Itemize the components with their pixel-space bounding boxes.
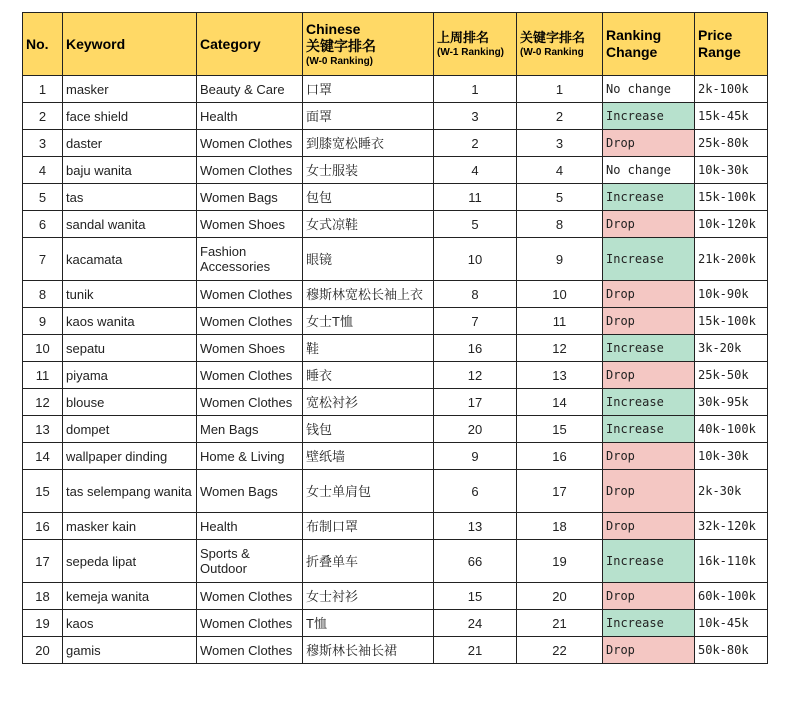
table-row [23, 335, 768, 362]
row-price-range: 15k-100k [695, 308, 768, 335]
row-no: 5 [23, 184, 63, 211]
row-no: 7 [23, 238, 63, 281]
row-curr-rank: 9 [517, 238, 603, 281]
row-chinese: 眼镜 [303, 238, 434, 281]
table-row [23, 540, 768, 583]
row-price-range: 2k-100k [695, 76, 768, 103]
row-price-range: 3k-20k [695, 335, 768, 362]
row-category: Women Clothes [197, 637, 303, 664]
row-no: 11 [23, 362, 63, 389]
row-no: 17 [23, 540, 63, 583]
row-curr-rank: 2 [517, 103, 603, 130]
row-chinese: 到膝宽松睡衣 [303, 130, 434, 157]
row-category: Women Bags [197, 184, 303, 211]
row-price-range: 16k-110k [695, 540, 768, 583]
row-category: Fashion Accessories [197, 238, 303, 281]
row-curr-rank: 3 [517, 130, 603, 157]
row-price-range: 32k-120k [695, 513, 768, 540]
row-chinese: 面罩 [303, 103, 434, 130]
row-ranking-change: Drop [603, 281, 695, 308]
header-price-range-2: Range [698, 44, 741, 60]
header-curr-rank [517, 13, 603, 76]
row-keyword: face shield [63, 103, 197, 130]
row-category: Beauty & Care [197, 76, 303, 103]
row-chinese: 鞋 [303, 335, 434, 362]
header-curr-rank-zh: 关键字排名 [520, 30, 586, 45]
row-prev-rank: 4 [434, 157, 517, 184]
row-keyword: kemeja wanita [63, 583, 197, 610]
row-no: 3 [23, 130, 63, 157]
header-prev-rank-sub: (W-1 Ranking) [437, 47, 505, 58]
row-prev-rank: 15 [434, 583, 517, 610]
header-ranking-change-2: Change [606, 44, 658, 60]
row-chinese: 壁纸墙 [303, 443, 434, 470]
table-row [23, 583, 768, 610]
row-price-range: 50k-80k [695, 637, 768, 664]
header-ranking-change [603, 13, 695, 76]
row-no: 15 [23, 470, 63, 513]
row-prev-rank: 10 [434, 238, 517, 281]
row-prev-rank: 1 [434, 76, 517, 103]
table-row [23, 637, 768, 664]
row-curr-rank: 14 [517, 389, 603, 416]
header-row [23, 13, 768, 76]
row-curr-rank: 15 [517, 416, 603, 443]
table-row [23, 184, 768, 211]
row-chinese: 宽松衬衫 [303, 389, 434, 416]
row-chinese: 布制口罩 [303, 513, 434, 540]
row-chinese: 折叠单车 [303, 540, 434, 583]
row-chinese: 女士服装 [303, 157, 434, 184]
row-keyword: kacamata [63, 238, 197, 281]
table-row [23, 443, 768, 470]
row-category: Women Bags [197, 470, 303, 513]
table-row [23, 238, 768, 281]
row-price-range: 10k-30k [695, 157, 768, 184]
row-price-range: 10k-45k [695, 610, 768, 637]
row-no: 1 [23, 76, 63, 103]
row-chinese: 睡衣 [303, 362, 434, 389]
row-no: 14 [23, 443, 63, 470]
row-ranking-change: Drop [603, 362, 695, 389]
table-row [23, 610, 768, 637]
row-ranking-change: Drop [603, 583, 695, 610]
row-chinese: 钱包 [303, 416, 434, 443]
row-curr-rank: 1 [517, 76, 603, 103]
row-category: Women Clothes [197, 389, 303, 416]
row-price-range: 10k-120k [695, 211, 768, 238]
row-curr-rank: 19 [517, 540, 603, 583]
row-price-range: 60k-100k [695, 583, 768, 610]
row-keyword: masker kain [63, 513, 197, 540]
row-category: Home & Living [197, 443, 303, 470]
row-curr-rank: 20 [517, 583, 603, 610]
row-prev-rank: 11 [434, 184, 517, 211]
row-prev-rank: 9 [434, 443, 517, 470]
row-curr-rank: 4 [517, 157, 603, 184]
row-ranking-change: Increase [603, 238, 695, 281]
row-ranking-change: Increase [603, 416, 695, 443]
table-row [23, 211, 768, 238]
row-price-range: 25k-80k [695, 130, 768, 157]
row-curr-rank: 11 [517, 308, 603, 335]
row-price-range: 10k-30k [695, 443, 768, 470]
row-keyword: tas [63, 184, 197, 211]
row-chinese: 包包 [303, 184, 434, 211]
table-row [23, 103, 768, 130]
row-curr-rank: 10 [517, 281, 603, 308]
row-category: Women Clothes [197, 157, 303, 184]
row-ranking-change: Drop [603, 637, 695, 664]
row-ranking-change: Drop [603, 308, 695, 335]
row-curr-rank: 17 [517, 470, 603, 513]
row-prev-rank: 7 [434, 308, 517, 335]
table-body [23, 76, 768, 664]
row-no: 18 [23, 583, 63, 610]
row-category: Men Bags [197, 416, 303, 443]
row-keyword: piyama [63, 362, 197, 389]
row-prev-rank: 5 [434, 211, 517, 238]
row-keyword: tunik [63, 281, 197, 308]
row-chinese: 女士衬衫 [303, 583, 434, 610]
row-keyword: sepatu [63, 335, 197, 362]
header-keyword: Keyword [63, 13, 197, 76]
row-no: 6 [23, 211, 63, 238]
row-prev-rank: 3 [434, 103, 517, 130]
row-curr-rank: 12 [517, 335, 603, 362]
row-ranking-change: Increase [603, 540, 695, 583]
row-price-range: 10k-90k [695, 281, 768, 308]
row-price-range: 40k-100k [695, 416, 768, 443]
row-chinese: 穆斯林宽松长袖上衣 [303, 281, 434, 308]
row-ranking-change: No change [603, 157, 695, 184]
row-prev-rank: 17 [434, 389, 517, 416]
row-no: 9 [23, 308, 63, 335]
row-ranking-change: Increase [603, 103, 695, 130]
row-category: Women Clothes [197, 583, 303, 610]
header-price-range [695, 13, 768, 76]
header-ranking-change-1: Ranking [606, 27, 662, 43]
row-category: Women Clothes [197, 610, 303, 637]
row-keyword: daster [63, 130, 197, 157]
keyword-ranking-table [22, 12, 768, 664]
table-row [23, 130, 768, 157]
row-no: 20 [23, 637, 63, 664]
header-chinese-zh: 关键字排名 [306, 37, 376, 54]
header-no: No. [23, 13, 63, 76]
row-keyword: sandal wanita [63, 211, 197, 238]
row-no: 10 [23, 335, 63, 362]
row-no: 8 [23, 281, 63, 308]
row-category: Women Clothes [197, 362, 303, 389]
row-prev-rank: 13 [434, 513, 517, 540]
row-ranking-change: Drop [603, 513, 695, 540]
table-row [23, 470, 768, 513]
row-curr-rank: 18 [517, 513, 603, 540]
table-row [23, 157, 768, 184]
header-price-range-1: Price [698, 27, 733, 43]
row-category: Sports & Outdoor [197, 540, 303, 583]
row-chinese: 穆斯林长袖长裙 [303, 637, 434, 664]
row-curr-rank: 22 [517, 637, 603, 664]
row-keyword: tas selempang wanita [63, 470, 197, 513]
row-price-range: 21k-200k [695, 238, 768, 281]
table-row [23, 362, 768, 389]
row-curr-rank: 5 [517, 184, 603, 211]
row-keyword: blouse [63, 389, 197, 416]
row-prev-rank: 20 [434, 416, 517, 443]
row-category: Women Clothes [197, 281, 303, 308]
row-ranking-change: Drop [603, 443, 695, 470]
row-curr-rank: 13 [517, 362, 603, 389]
row-keyword: gamis [63, 637, 197, 664]
row-ranking-change: Drop [603, 211, 695, 238]
table-row [23, 76, 768, 103]
row-keyword: wallpaper dinding [63, 443, 197, 470]
header-category: Category [197, 13, 303, 76]
table-row [23, 389, 768, 416]
header-chinese [303, 13, 434, 76]
row-category: Women Clothes [197, 130, 303, 157]
row-chinese: 女式凉鞋 [303, 211, 434, 238]
row-prev-rank: 21 [434, 637, 517, 664]
row-chinese: T恤 [303, 610, 434, 637]
row-prev-rank: 2 [434, 130, 517, 157]
row-price-range: 2k-30k [695, 470, 768, 513]
row-no: 2 [23, 103, 63, 130]
header-prev-rank-zh: 上周排名 [437, 30, 490, 45]
header-chinese-sub: (W-0 Ranking) [306, 55, 374, 67]
row-ranking-change: Increase [603, 335, 695, 362]
row-no: 16 [23, 513, 63, 540]
row-ranking-change: No change [603, 76, 695, 103]
row-price-range: 15k-100k [695, 184, 768, 211]
row-category: Women Shoes [197, 335, 303, 362]
table-row [23, 308, 768, 335]
row-keyword: kaos [63, 610, 197, 637]
row-keyword: masker [63, 76, 197, 103]
row-category: Women Clothes [197, 308, 303, 335]
row-ranking-change: Increase [603, 184, 695, 211]
row-ranking-change: Drop [603, 470, 695, 513]
row-chinese: 口罩 [303, 76, 434, 103]
row-chinese: 女士单肩包 [303, 470, 434, 513]
row-keyword: baju wanita [63, 157, 197, 184]
row-no: 13 [23, 416, 63, 443]
row-no: 12 [23, 389, 63, 416]
table-row [23, 416, 768, 443]
header-prev-rank [434, 13, 517, 76]
row-keyword: kaos wanita [63, 308, 197, 335]
row-chinese: 女士T恤 [303, 308, 434, 335]
row-category: Women Shoes [197, 211, 303, 238]
row-curr-rank: 21 [517, 610, 603, 637]
row-prev-rank: 6 [434, 470, 517, 513]
row-curr-rank: 8 [517, 211, 603, 238]
row-keyword: dompet [63, 416, 197, 443]
row-ranking-change: Increase [603, 389, 695, 416]
row-category: Health [197, 103, 303, 130]
row-prev-rank: 12 [434, 362, 517, 389]
row-prev-rank: 16 [434, 335, 517, 362]
row-ranking-change: Increase [603, 610, 695, 637]
row-prev-rank: 66 [434, 540, 517, 583]
row-price-range: 30k-95k [695, 389, 768, 416]
row-keyword: sepeda lipat [63, 540, 197, 583]
header-curr-rank-sub: (W-0 Ranking [520, 47, 584, 58]
row-ranking-change: Drop [603, 130, 695, 157]
table-row [23, 513, 768, 540]
row-no: 4 [23, 157, 63, 184]
row-no: 19 [23, 610, 63, 637]
table-row [23, 281, 768, 308]
row-prev-rank: 8 [434, 281, 517, 308]
row-price-range: 25k-50k [695, 362, 768, 389]
row-category: Health [197, 513, 303, 540]
row-curr-rank: 16 [517, 443, 603, 470]
row-price-range: 15k-45k [695, 103, 768, 130]
row-prev-rank: 24 [434, 610, 517, 637]
header-chinese-en: Chinese [306, 20, 361, 37]
